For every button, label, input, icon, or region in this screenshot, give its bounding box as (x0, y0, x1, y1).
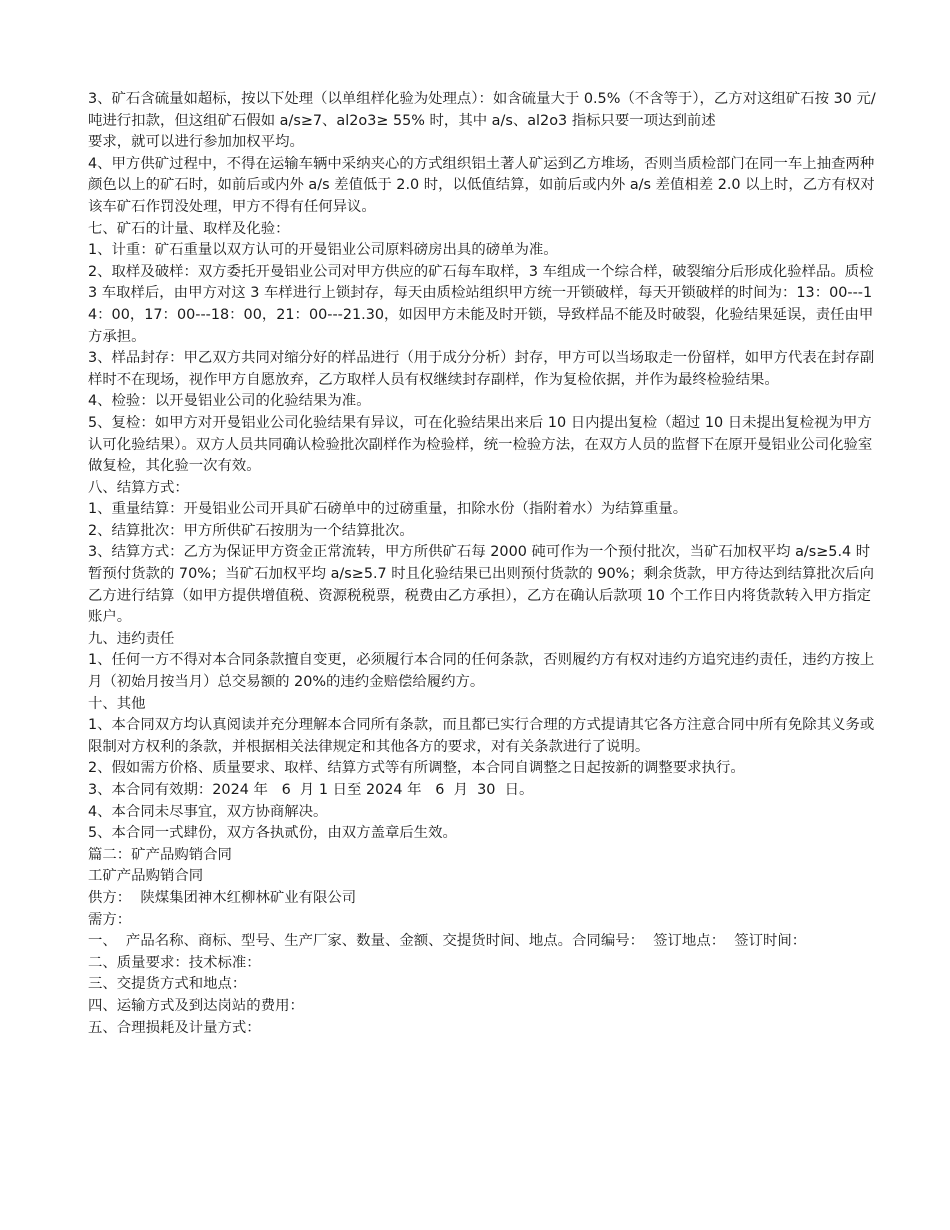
buyer-line: 需方： (88, 911, 132, 928)
clause-quality: 二、质量要求：技术标准： (88, 954, 261, 971)
paragraph-sulfur-clause-continued: 要求，就可以进行参加加权平均。 (88, 134, 304, 151)
section-heading-breach: 九、违约责任 (88, 630, 175, 647)
paragraph-other-2: 2、假如需方价格、质量要求、取样、结算方式等有所调整，本合同自调整之日起按新的调整要求执行。 (88, 760, 745, 777)
clause-delivery: 三、交提货方式和地点： (88, 976, 247, 993)
paragraph-sulfur-clause: 3、矿石含硫量如超标，按以下处理（以单组样化验为处理点）：如含硫量大于 0.5%（不含等于），乙方对这组矿石按 30 元/吨进行扣款，但这组矿石假如 a/s≥7、al2o3≥ 55% 时，其中 a/s、al2o3 指标只要一项达到前述 (88, 91, 876, 129)
section-heading-measurement: 七、矿石的计量、取样及化验： (88, 220, 290, 237)
paragraph-weighing: 1、计重：矿石重量以双方认可的开曼铝业公司原料磅房出具的磅单为准。 (88, 242, 558, 259)
paragraph-other-4: 4、本合同未尽事宜，双方协商解决。 (88, 803, 328, 820)
paragraph-reinspection: 5、复检：如甲方对开曼铝业公司化验结果有异议，可在化验结果出来后 10 日内提出复检（超过 10 日未提出复检视为甲方认可化验结果）。双方人员共同确认检验批次副样作为检验样，统一检验方法，在双方人员的监督下在原开曼铝业公司化验室做复检，其化验一次有效。 (88, 414, 873, 475)
clause-product-info: 一、 产品名称、商标、型号、生产厂家、数量、金额、交提货时间、地点。合同编号： 签订地点： 签订时间： (88, 933, 807, 950)
paragraph-validity-period: 3、本合同有效期：2024 年 6 月 1 日至 2024 年 6 月 30 日。 (88, 782, 534, 798)
section-heading-other: 十、其他 (88, 695, 146, 712)
paragraph-other-1: 1、本合同双方均认真阅读并充分理解本合同所有条款，而且都已实行合理的方式提请其它各方注意合同中所有免除其义务或限制对方权利的条款，并根据相关法律规定和其他各方的要求，对有关条款进行了说明。 (88, 717, 875, 755)
paragraph-sandwich-loading-clause: 4、甲方供矿过程中，不得在运输车辆中采纳夹心的方式组织铝土著人矿运到乙方堆场，否则当质检部门在同一车上抽查两种颜色以上的矿石时，如前后或内外 a/s 差值低于 2.0 时，以低值结算，如前后或内外 a/s 差值相差 2.0 以上时，乙方有权对该车矿石作罚没处理，甲方不得有任何异议。 (88, 155, 875, 215)
paragraph-weight-settlement: 1、重量结算：开曼铝业公司开具矿石磅单中的过磅重量，扣除水份（指附着水）为结算重量。 (88, 501, 688, 518)
paragraph-breach-liability: 1、任何一方不得对本合同条款擅自变更，必须履行本合同的任何条款，否则履约方有权对违约方追究违约责任，违约方按上月（初始月按当月）总交易额的 20%的违约金赔偿给履约方。 (88, 652, 875, 691)
supplier-line: 供方： 陕煤集团神木红柳林矿业有限公司 (88, 889, 357, 906)
contract-title: 工矿产品购销合同 (88, 868, 204, 885)
document-body (88, 89, 878, 1039)
clause-transport: 四、运输方式及到达岗站的费用： (88, 997, 304, 1014)
paragraph-sampling: 2、取样及破样：双方委托开曼铝业公司对甲方供应的矿石每车取样，3 车组成一个综合样，破裂缩分后形成化验样品。质检 3 车取样后，由甲方对这 3 车样进行上锁封存，每天由质检站组织甲方统一开锁破样，每天开锁破样的时间为：13：00---14：00，17：00---18：00，21：00---21.30，如因甲方未能及时开锁，导致样品不能及时破裂，化验结果延误，责任由甲方承担。 (88, 263, 879, 345)
section-heading-settlement: 八、结算方式： (88, 479, 189, 496)
paragraph-inspection: 4、检验：以开曼铝业公司的化验结果为准。 (88, 393, 371, 410)
paragraph-settlement-batch: 2、结算批次：甲方所供矿石按朋为一个结算批次。 (88, 522, 414, 539)
paragraph-settlement-method: 3、结算方式：乙方为保证甲方资金正常流转，甲方所供矿石每 2000 砘可作为一个预付批次，当矿石加权平均 a/s≥5.4 时暂预付货款的 70%；当矿石加权平均 a/s≥5.7 时且化验结果已出则预付货款的 90%；剩余货款，甲方待达到结算批次后向乙方进行结算（如甲方提供增值税、资源税税票，税费由乙方承担），乙方在确认后款项 10 个工作日内将货款转入甲方指定账户。 (88, 544, 874, 626)
paragraph-sample-sealing: 3、样品封存：甲乙双方共同对缩分好的样品进行（用于成分分析）封存，甲方可以当场取走一份留样，如甲方代表在封存副样时不在现场，视作甲方自愿放弃，乙方取样人员有权继续封存副样，作为复检依据，并作为最终检验结果。 (88, 350, 875, 388)
part-two-heading: 篇二：矿产品购销合同 (88, 846, 232, 863)
clause-loss-measurement: 五、合理损耗及计量方式： (88, 1019, 261, 1036)
paragraph-other-5: 5、本合同一式肆份，双方各执贰份，由双方盖章后生效。 (88, 825, 457, 842)
